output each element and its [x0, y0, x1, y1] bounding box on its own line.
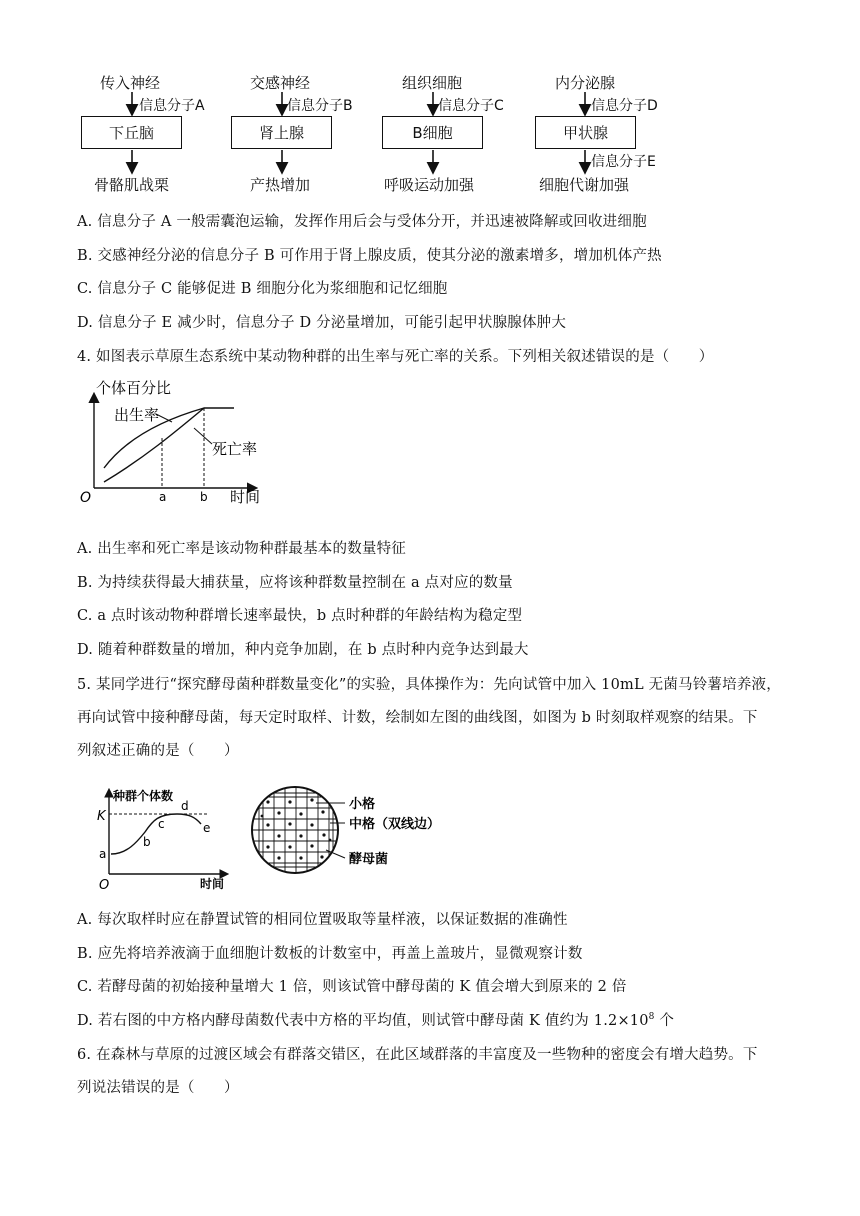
source-label: 交感神经 [250, 74, 311, 92]
question-5-stem-line-1: 5. 某同学进行“探究酵母菌种群数量变化”的实验，具体操作为：先向试管中加入 10mL 无菌马铃薯培养液， [77, 677, 781, 693]
population-curve-chart [95, 784, 240, 892]
death-label-leader [194, 428, 212, 444]
point-c-label: c [158, 817, 165, 831]
option-a: A. 出生率和死亡率是该动物种群最基本的数量特征 [77, 541, 406, 557]
question-4-stem: 4. 如图表示草原生态系统中某动物种群的出生率与死亡率的关系。下列相关叙述错误的是（ ） [77, 349, 714, 365]
question-5-stem-line-2: 再向试管中接种酵母菌，每天定时取样、计数，绘制如左图的曲线图，如图为 b 时刻取样观察的结果。下 [77, 710, 758, 726]
option-d-exponent: 8 [648, 1012, 655, 1023]
organ-box: 肾上腺 [231, 116, 332, 149]
effect-label: 骨骼肌战栗 [94, 176, 170, 194]
option-c: C. a 点时该动物种群增长速率最快，b 点时种群的年龄结构为稳定型 [77, 608, 523, 624]
death-rate-label: 死亡率 [212, 440, 258, 458]
point-b-label: b [143, 835, 151, 849]
signal-label: 信息分子A [139, 98, 205, 114]
signal-label: 信息分子B [287, 98, 353, 114]
option-b: B. 交感神经分泌的信息分子 B 可作用于肾上腺皮质，使其分泌的激素增多，增加机体产热 [77, 248, 662, 264]
effect-label: 细胞代谢加强 [539, 176, 630, 194]
question-6-stem-line-1: 6. 在森林与草原的过渡区域会有群落交错区，在此区域群落的丰富度及一些物种的密度会有增大趋势。下 [77, 1047, 758, 1063]
question-5-stem-line-3: 列叙述正确的是（ ） [77, 743, 239, 759]
organ-box: 甲状腺 [535, 116, 636, 149]
point-d-label: d [181, 799, 189, 813]
option-a: A. 信息分子 A 一般需囊泡运输，发挥作用后会与受体分开，并迅速被降解或回收进细胞 [77, 214, 647, 230]
origin-label: O [80, 490, 92, 506]
y-axis-label: 个体百分比 [96, 379, 172, 397]
hemocytometer-grid [250, 780, 470, 890]
birth-death-chart [74, 378, 274, 506]
tick-b-label: b [200, 490, 208, 504]
diagram-arrows [0, 0, 860, 200]
organ-box: 下丘脑 [81, 116, 182, 149]
organ-box: B细胞 [382, 116, 483, 149]
x-axis-label: 时间 [230, 488, 261, 506]
option-d: D. 随着种群数量的增加，种内竞争加剧，在 b 点时种内竞争达到最大 [77, 642, 529, 658]
yeast-label: 酵母菌 [349, 852, 389, 867]
option-d [77, 1009, 674, 1030]
source-label: 组织细胞 [402, 74, 463, 92]
k-label: K [97, 809, 106, 824]
point-a-label: a [99, 847, 107, 861]
small-grid-label: 小格 [349, 797, 376, 812]
medium-grid-label: 中格（双线边） [349, 817, 441, 832]
question-6-stem-line-2: 列说法错误的是（ ） [77, 1080, 239, 1096]
effect-label: 产热增加 [250, 176, 311, 194]
option-c: C. 若酵母菌的初始接种量增大 1 倍，则该试管中酵母菌的 K 值会增大到原来的 2 倍 [77, 979, 627, 995]
origin-label: O [99, 878, 110, 892]
option-d-unit: 个 [654, 1013, 675, 1029]
option-b: B. 应先将培养液滴于血细胞计数板的计数室中，再盖上盖玻片，显微观察计数 [77, 946, 583, 962]
option-c: C. 信息分子 C 能够促进 B 细胞分化为浆细胞和记忆细胞 [77, 281, 448, 297]
birth-rate-label: 出生率 [114, 406, 160, 424]
option-d: D. 信息分子 E 减少时，信息分子 D 分泌量增加，可能引起甲状腺腺体肿大 [77, 315, 567, 331]
effect-label: 呼吸运动加强 [384, 176, 475, 194]
x-axis-label: 时间 [200, 877, 225, 891]
point-e-label: e [203, 821, 211, 835]
population-curve [111, 814, 201, 854]
signal-label: 信息分子C [438, 98, 504, 114]
option-a: A. 每次取样时应在静置试管的相同位置吸取等量样液，以保证数据的准确性 [77, 912, 568, 928]
source-label: 传入神经 [100, 74, 161, 92]
signal-label: 信息分子D [591, 98, 658, 114]
option-b: B. 为持续获得最大捕获量，应将该种群数量控制在 a 点对应的数量 [77, 575, 513, 591]
option-d-text: D. 若右图的中方格内酵母菌数代表中方格的平均值，则试管中酵母菌 K 值约为 1.2×10 [77, 1013, 649, 1029]
tick-a-label: a [159, 490, 167, 504]
signal-label: 信息分子E [591, 154, 656, 170]
source-label: 内分泌腺 [555, 74, 616, 92]
y-axis-label: 种群个体数 [113, 789, 174, 803]
